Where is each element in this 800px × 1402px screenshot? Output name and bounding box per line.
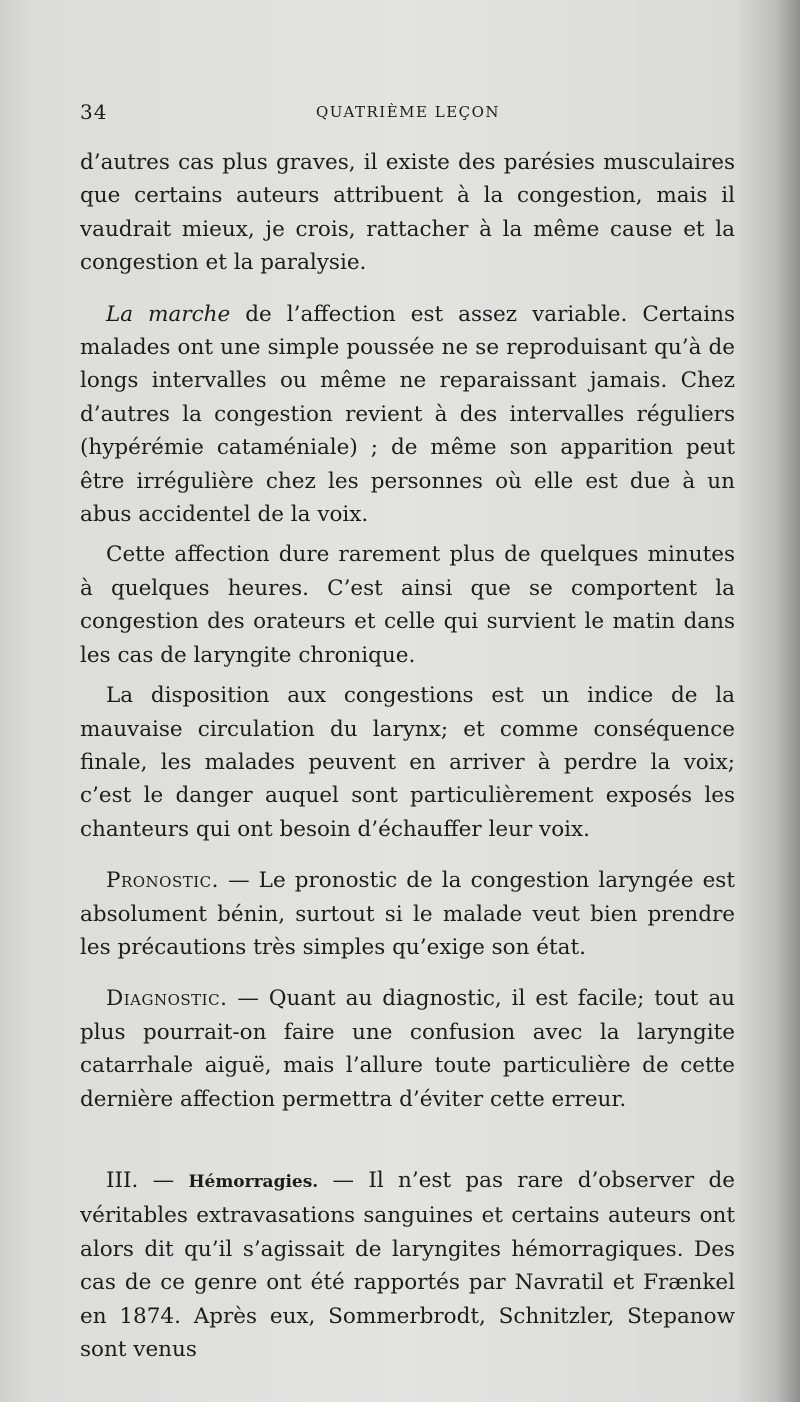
page-number: 34 <box>80 100 108 124</box>
pronostic-text: — Le pronostic de la congestion laryngée est absolument bénin, surtout si le malade veut bien prendre les précautions très simples qu’exige son état. <box>80 868 735 960</box>
section-dash: — <box>138 1167 189 1193</box>
diagnostic-text: — Quant au diagnostic, il est facile; tout au plus pourrait-on faire une confusion avec la laryngite catarrhale aiguë, mais l’allure toute particulière de cette dernière affection permettra d’éviter cette erreur. <box>80 986 735 1112</box>
pronostic-heading: Pronostic. <box>106 868 219 894</box>
body-text <box>80 146 735 1366</box>
paragraph-hemorragies <box>80 1164 735 1366</box>
running-head: QUATRIÈME LEÇON <box>316 103 501 121</box>
page-header <box>80 100 735 130</box>
paragraph-2 <box>80 298 735 532</box>
section-number: III. <box>106 1167 139 1193</box>
hemorragies-heading: Hémorragies. <box>188 1171 319 1192</box>
paragraph-diagnostic <box>80 982 735 1116</box>
paragraph-4: La disposition aux congestions est un indice de la mauvaise circulation du larynx; et comme conséquence finale, les malades peuvent en arriver à perdre la voix; c’est le danger auquel sont particulièrement exposés les chanteurs qui ont besoin d’échauffer leur voix. <box>80 683 735 842</box>
paragraph-3: Cette affection dure rarement plus de quelques minutes à quelques heures. C’est ainsi que se comportent la congestion des orateurs et celle qui survient le matin dans les cas de laryngite chronique. <box>80 542 735 668</box>
paragraph-pronostic <box>80 864 735 964</box>
paragraph-1: d’autres cas plus graves, il existe des parésies musculaires que certains auteurs attribuent à la congestion, mais il vaudrait mieux, je crois, rattacher à la même cause et la congestion et la paralysie. <box>80 150 735 276</box>
paragraph-2-text: de l’affection est assez variable. Certains malades ont une simple poussée ne se reproduisant qu’à de longs intervalles ou même ne reparaissant jamais. Chez d’autres la congestion revient à des intervalles réguliers (hypérémie cataméniale) ; de même son apparition peut être irrégulière chez les personnes où elle est due à un abus accidentel de la voix. <box>80 301 735 528</box>
diagnostic-heading: Diagnostic. <box>106 986 228 1012</box>
hemorragies-text: — Il n’est pas rare d’observer de véritables extravasations sanguines et certains auteurs ont alors dit qu’il s’agissait de laryngites hémorragiques. Des cas de ce genre ont été rapportés par Navratil et Frænkel en 1874. Après eux, Sommerbrodt, Schnitzler, Stepanow sont venus <box>80 1167 735 1362</box>
paragraph-2-italic: La marche <box>106 301 231 327</box>
